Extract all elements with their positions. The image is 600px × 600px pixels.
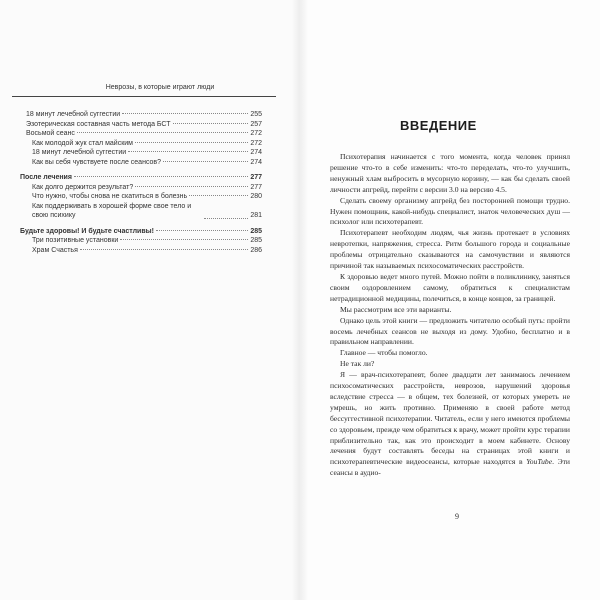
paragraph: Однако цель этой книги — предложить читателю особый путь: пройти восемь лечебных сеансов не выходя из дому. Удобно, бесплатно и в правильном направлении. bbox=[330, 315, 570, 347]
page-number: 9 bbox=[455, 512, 459, 521]
toc-entry: 18 минут лечебной суггестии 274 bbox=[32, 149, 262, 156]
toc-entry: Как вы себя чувствуете после сеансов? 274 bbox=[32, 158, 262, 166]
toc-entry: 18 минут лечебной суггестии 255 bbox=[26, 111, 262, 118]
toc-entry: Три позитивные установки 285 bbox=[32, 237, 262, 244]
table-of-contents bbox=[20, 110, 262, 255]
book-gutter bbox=[292, 0, 308, 600]
paragraph: Психотерапия начинается с того момента, когда человек принял решение что-то в себе изменить: что-то переделать, что-то улучшить, ненужный хлам выбросить в мусорную корзину, — как бы сделать своей личности апгрейд, перейти с версии 3.0 на версию 4.5. bbox=[330, 152, 570, 194]
toc-entry: Как долго держится результат? 277 bbox=[32, 183, 262, 191]
youtube-mention: YouTube bbox=[526, 457, 553, 467]
toc-entry: Как молодой жук стал майским 272 bbox=[32, 139, 262, 147]
chapter-title: ВВЕДЕНИЕ bbox=[400, 118, 477, 133]
toc-section: После лечения 277 bbox=[20, 174, 262, 181]
paragraph: Психотерапевт необходим людям, чья жизнь протекает в условиях невротепки, напряжения, стресса. Ритм большого города и социальные проблемы отрицательно сказываются на самочувствии и являются причиной так называемых психосоматических расстройств. bbox=[330, 228, 570, 271]
header-rule bbox=[12, 96, 276, 97]
paragraph: Не так ли? bbox=[340, 359, 375, 369]
toc-entry: Храм Счастья 286 bbox=[32, 246, 262, 254]
body-text bbox=[330, 152, 570, 479]
paragraph: Я — врач-психотерапевт, более двадцати лет занимаюсь лечением психосоматических расстройств, неврозов, нарушений здоровья вследствие стресса — в общем, тех болезней, от которых умереть не умрешь, но жить противно. Применяю в своей работе метод бессуггестивной психотерапии. Читатель, если у него имеются проблемы со здоровьем, прежде чем обратиться к врачу, может пройти курс терапии приблизительно так, как это происходит в моем кабинете. Основу лечения будут составлять беседы на страницах этой книги и психотерапевтические видеосеансы, которые находятся в YouTube. Эти сеансы в аудио- bbox=[330, 370, 570, 478]
paragraph: К здоровью ведет много путей. Можно пойти в поликлинику, заняться своим оздоровлением самому, обратиться к специалистам нетрадиционной медицины, полечиться, в конце концов, за границей. bbox=[330, 271, 570, 303]
running-head: Неврозы, в которые играют люди bbox=[105, 84, 215, 91]
toc-entry: Эзотерическая составная часть метода БСТ 257 bbox=[26, 120, 262, 128]
toc-entry: Что нужно, чтобы снова не скатиться в болезнь 280 bbox=[32, 193, 262, 200]
paragraph: Сделать своему организму апгрейд без посторонней помощи трудно. Нужен помощник, какой-нибудь специалист, знаток человеческих душ — психолог или психотерапевт. bbox=[330, 195, 570, 227]
toc-section: Будьте здоровы! И будьте счастливы! 285 bbox=[20, 227, 262, 235]
paragraph: Главное — чтобы помогло. bbox=[340, 348, 428, 358]
toc-entry: Как поддерживать в хорошей форме свое тело и свою психику 281 bbox=[32, 202, 262, 219]
paragraph: Мы рассмотрим все эти варианты. bbox=[340, 304, 452, 314]
toc-entry: Восьмой сеанс 272 bbox=[26, 130, 262, 137]
